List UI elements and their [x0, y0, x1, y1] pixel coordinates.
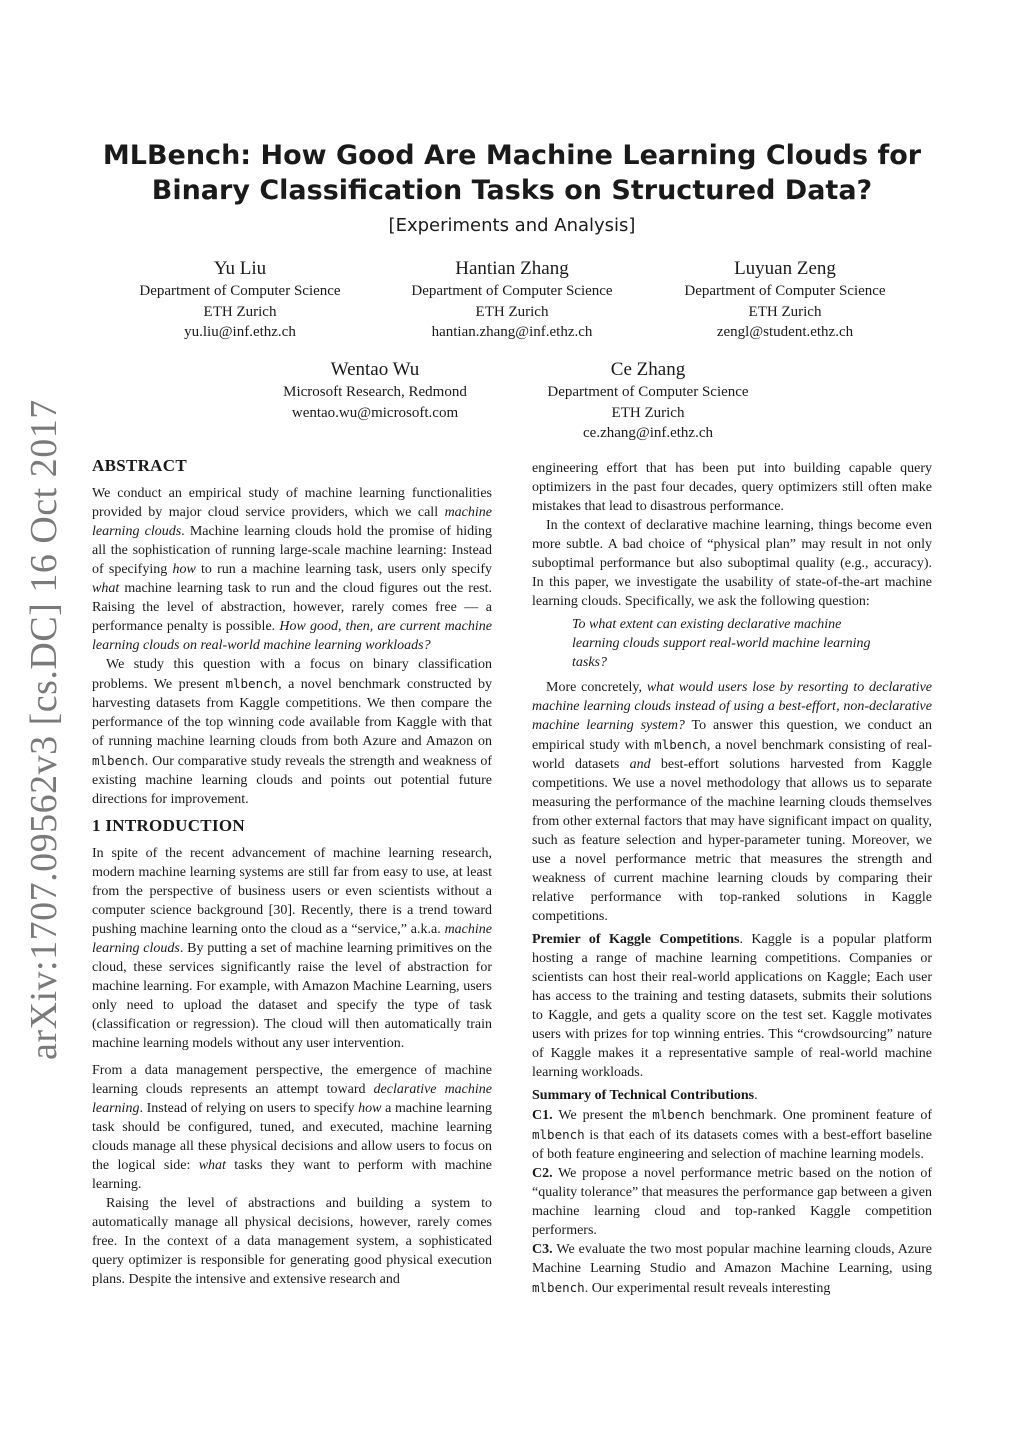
contribution-item: C3. We evaluate the two most popular machine learning clouds, Azure Machine Learning Studio and Amazon Machine Learning, using mlbench. Our experimental result reveals interesting: [532, 1242, 932, 1296]
author-institution: ETH Zurich: [203, 303, 277, 320]
abstract-paragraph: We study this question with a focus on binary classification problems. We present mlbench, a novel benchmark constructed by harvesting datasets from Kaggle competitions. We then compare the performance of the top winning code available from Kaggle with that of running machine learning clouds from both Azure and Amazon on mlbench. Our comparative study reveals the strength and weakness of existing machine learning clouds and points out potential future directions for improvement.: [92, 657, 492, 807]
author-block: [382, 257, 642, 343]
right-column: [532, 459, 932, 1298]
paper-title: [100, 138, 924, 208]
author-department: Department of Computer Science: [547, 384, 749, 400]
intro-paragraph: Raising the level of abstractions and building a system to automatically manage all physical decisions, however, rarely comes free. In the context of a data management system, a sophisticated query optimizer is responsible for generating good physical execution plans. Despite the intensive and extensive research and: [92, 1196, 492, 1287]
author-institution: ETH Zurich: [611, 404, 685, 421]
contribution-item: C2. We propose a novel performance metric based on the notion of “quality tolerance” that measures the performance gap between a given machine learning cloud and top-ranked Kaggle competition performers.: [532, 1166, 932, 1238]
arxiv-identifier: arXiv:1707.09562v3 [cs.DC] 16 Oct 2017: [23, 399, 65, 1060]
title-line-1: MLBench: How Good Are Machine Learning Clouds for: [102, 140, 922, 171]
author-name: Luyuan Zeng: [734, 258, 836, 279]
author-institution: ETH Zurich: [475, 303, 549, 320]
author-email: wentao.wu@microsoft.com: [291, 404, 459, 421]
author-block: [655, 257, 915, 343]
body-paragraph: engineering effort that has been put into building capable query optimizers in the past four decades, query optimizers still often make mistakes that lead to disastrous performance.: [532, 461, 932, 514]
intro-paragraph: From a data management perspective, the emergence of machine learning clouds represents an attempt toward declarative machine learning. Instead of relying on users to specify how a machine learning task should be configured, tuned, and executed, machine learning clouds manage all these physical decisions and allow users to focus on the logical side: what tasks they want to perform with machine learning.: [92, 1063, 492, 1192]
author-name: Ce Zhang: [610, 359, 686, 380]
author-email: ce.zhang@inf.ethz.ch: [583, 425, 713, 441]
left-column: [92, 455, 492, 1289]
body-paragraph: More concretely, what would users lose by resorting to declarative machine learning clouds instead of using a best-effort, non-declarative machine learning system? To answer this question, we conduct an empirical study with mlbench, a novel benchmark consisting of real-world datasets and best-effort solutions harvested from Kaggle competitions. We use a novel methodology that allows us to separate measuring the performance of the machine learning clouds themselves from other external factors that may have significant impact on quality, such as feature selection and hyper-parameter tuning. Moreover, we use a novel performance metric that measures the strength and weakness of current machine learning clouds by comparing their relative performance with top-ranked solutions in Kaggle competitions.: [532, 680, 933, 924]
author-block: [518, 358, 778, 444]
abstract-heading: ABSTRACT: [92, 456, 187, 475]
author-department: Microsoft Research, Redmond: [283, 384, 467, 400]
author-name: Yu Liu: [213, 258, 267, 279]
contributions-heading: Summary of Technical Contributions.: [532, 1088, 758, 1103]
abstract-paragraph: We conduct an empirical study of machine learning functionalities provided by major cloud service providers, which we call machine learning clouds. Machine learning clouds hold the promise of hiding all the sophistication of running large-scale machine learning: Instead of specifying how to run a machine learning task, users only specify what machine learning task to run and the cloud figures out the rest. Raising the level of abstraction, however, rarely comes free — a performance penalty is possible. How good, then, are current machine learning clouds on real-world machine learning workloads?: [92, 486, 492, 653]
author-department: Department of Computer Science: [139, 283, 341, 299]
paper-subtitle: [Experiments and Analysis]: [388, 215, 636, 236]
intro-paragraph: In spite of the recent advancement of machine learning research, modern machine learning systems are still far from easy to use, at least from the perspective of business users or even scientists without a computer science background [30]. Recently, there is a trend toward pushing machine learning onto the cloud as a “service,” a.k.a. machine learning clouds. By putting a set of machine learning primitives on the cloud, these services significantly raise the level of abstraction for machine learning. For example, with Amazon Machine Learning, users only need to upload the dataset and specify the type of task (classification or regression). The cloud will then automatically train machine learning models without any user intervention.: [92, 846, 492, 1051]
author-institution: ETH Zurich: [748, 303, 822, 320]
research-question: To what extent can existing declarative machine learning clouds support real-world machine learning tasks?: [572, 617, 871, 670]
author-department: Department of Computer Science: [684, 283, 886, 299]
author-department: Department of Computer Science: [411, 283, 613, 299]
author-block: [245, 358, 505, 423]
author-name: Wentao Wu: [330, 359, 420, 380]
author-name: Hantian Zhang: [455, 258, 569, 279]
author-email: hantian.zhang@inf.ethz.ch: [431, 324, 593, 340]
kaggle-paragraph: Premier of Kaggle Competitions. Kaggle is a popular platform hosting a range of machine learning competitions. Companies or scientists can host their real-world applications on Kaggle; Each user has access to the training and testing datasets, submits their solutions to Kaggle, and gets a quality score on the test set. Kaggle motivates users with prizes for top winning entries. This “crowdsourcing” nature of Kaggle makes it a representative sample of real-world machine learning workloads.: [532, 932, 933, 1080]
title-line-2: Binary Classification Tasks on Structured Data?: [151, 175, 873, 206]
introduction-heading: 1 INTRODUCTION: [92, 816, 245, 835]
body-paragraph: In the context of declarative machine learning, things become even more subtle. A bad choice of “physical plan” may result in not only suboptimal performance but also suboptimal quality (e.g., accuracy). In this paper, we investigate the usability of state-of-the-art machine learning clouds. Specifically, we ask the following question:: [532, 518, 932, 609]
author-block: [110, 257, 370, 343]
author-email: zengl@student.ethz.ch: [716, 324, 854, 340]
author-email: yu.liu@inf.ethz.ch: [184, 324, 296, 340]
contribution-item: C1. We present the mlbench benchmark. One prominent feature of mlbench is that each of its datasets comes with a best-effort baseline of both feature engineering and selection of machine learning models.: [532, 1107, 932, 1162]
